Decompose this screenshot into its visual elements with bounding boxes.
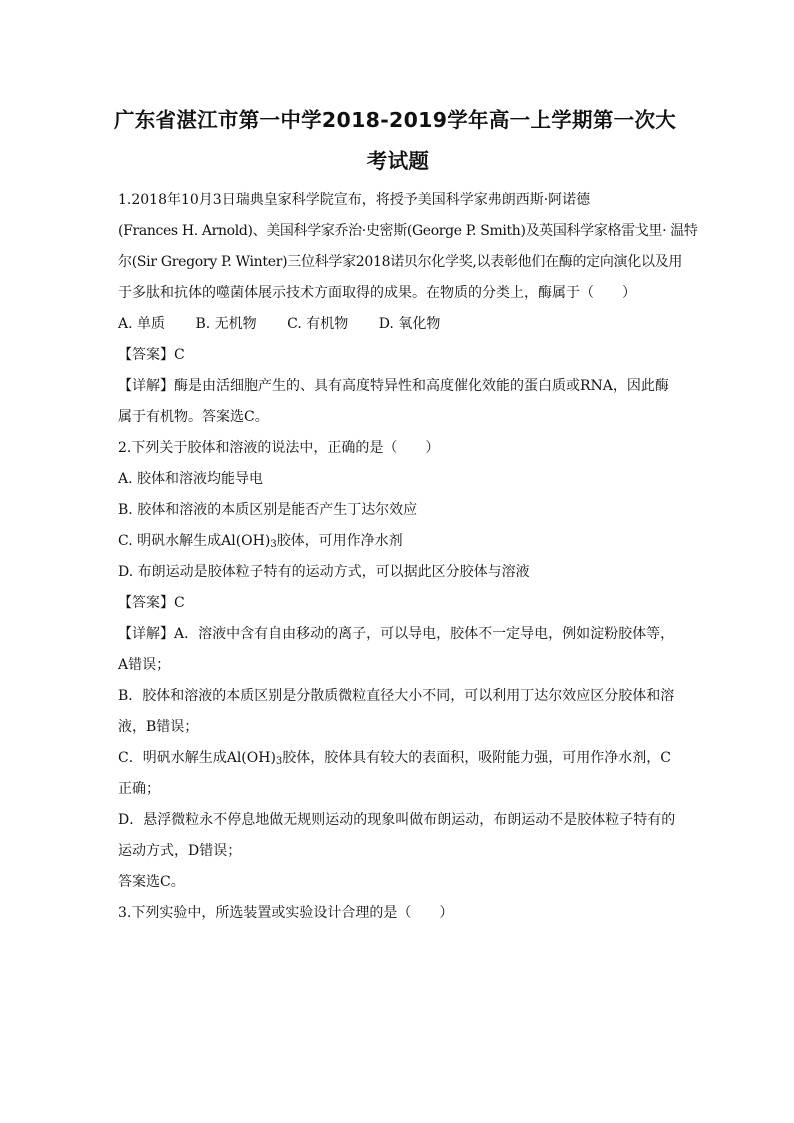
question-1-line: (Frances H. Arnold)、美国科学家乔治·史密斯(George P. Smith)及英国科学家格雷戈里· 温特 — [118, 223, 698, 239]
detail-1-line: 属于有机物。答案选C。 — [118, 409, 269, 425]
question-1-line: 1.2018年10月3日瑞典皇家科学院宣布，将授予美国科学家弗朗西斯·阿诺德 — [118, 192, 591, 208]
question-3 — [118, 898, 678, 929]
document-page — [113, 100, 698, 929]
option-a: A. 单质 — [118, 316, 166, 332]
detail-c-subscript: 3 — [275, 756, 283, 767]
exam-title-line-2: 考试题 — [366, 149, 430, 173]
question-1-line: 尔(Sir Gregory P. Winter)三位科学家2018诺贝尔化学奖,以表彰他们在酶的定向演化以及用 — [118, 254, 683, 270]
detail-c-text: C．明矾水解生成Al(OH) — [118, 750, 276, 766]
option-c-text-end: 胶体，可用作净水剂 — [276, 533, 403, 549]
question-2-stem: 2.下列关于胶体和溶液的说法中，正确的是（ ） — [118, 440, 440, 456]
detail-2-d-line-1: D．悬浮微粒永不停息地做无规则运动的现象叫做布朗运动，布朗运动不是胶体粒子特有的 — [118, 812, 676, 828]
option-c: C. 有机物 — [287, 316, 349, 332]
detail-2-b-line-1: B．胶体和溶液的本质区别是分散质微粒直径大小不同，可以利用丁达尔效应区分胶体和溶 — [118, 688, 675, 704]
answer-2: 【答案】C — [118, 595, 185, 611]
conclusion-2: 答案选C。 — [118, 874, 185, 890]
detail-2-d-line-2: 运动方式，D错误； — [118, 843, 242, 859]
detail-2-a-line-2: A错误； — [118, 657, 171, 673]
exam-title — [113, 100, 678, 182]
question-1-options — [118, 309, 678, 340]
question-2-option-b: B. 胶体和溶液的本质区别是能否产生丁达尔效应 — [118, 502, 418, 518]
option-c-text: C. 明矾水解生成Al(OH) — [118, 533, 271, 549]
question-3-stem: 3.下列实验中，所选装置或实验设计合理的是（ ） — [118, 905, 454, 921]
detail-2-a-line-1: 【详解】A．溶液中含有自由移动的离子，可以导电，胶体不一定导电，例如淀粉胶体等， — [118, 626, 675, 642]
exam-title-line-1: 广东省湛江市第一中学2018-2019学年高一上学期第一次大 — [113, 108, 677, 132]
detail-2-c-line-1 — [118, 743, 678, 774]
option-d: D. 氧化物 — [378, 316, 441, 332]
detail-2-b-line-2: 液，B错误； — [118, 719, 199, 735]
detail-c-text-end: 胶体，胶体具有较大的表面积，吸附能力强，可用作净水剂，C — [282, 750, 672, 766]
exam-body — [118, 185, 698, 929]
detail-1-line: 【详解】酶是由活细胞产生的、具有高度特异性和高度催化效能的蛋白质或RNA，因此酶 — [118, 378, 669, 394]
option-b: B. 无机物 — [195, 316, 257, 332]
question-2-option-d: D. 布朗运动是胶体粒子特有的运动方式，可以据此区分胶体与溶液 — [118, 564, 530, 580]
question-2-option-c — [118, 526, 678, 557]
detail-2-c-line-2: 正确； — [118, 781, 160, 797]
question-1 — [118, 185, 698, 433]
question-2-option-a: A. 胶体和溶液均能导电 — [118, 471, 264, 487]
answer-1: 【答案】C — [118, 347, 185, 363]
question-1-line: 于多肽和抗体的噬菌体展示技术方面取得的成果。在物质的分类上，酶属于（ ） — [118, 285, 636, 301]
option-c-subscript: 3 — [270, 539, 277, 550]
question-2 — [118, 433, 678, 898]
